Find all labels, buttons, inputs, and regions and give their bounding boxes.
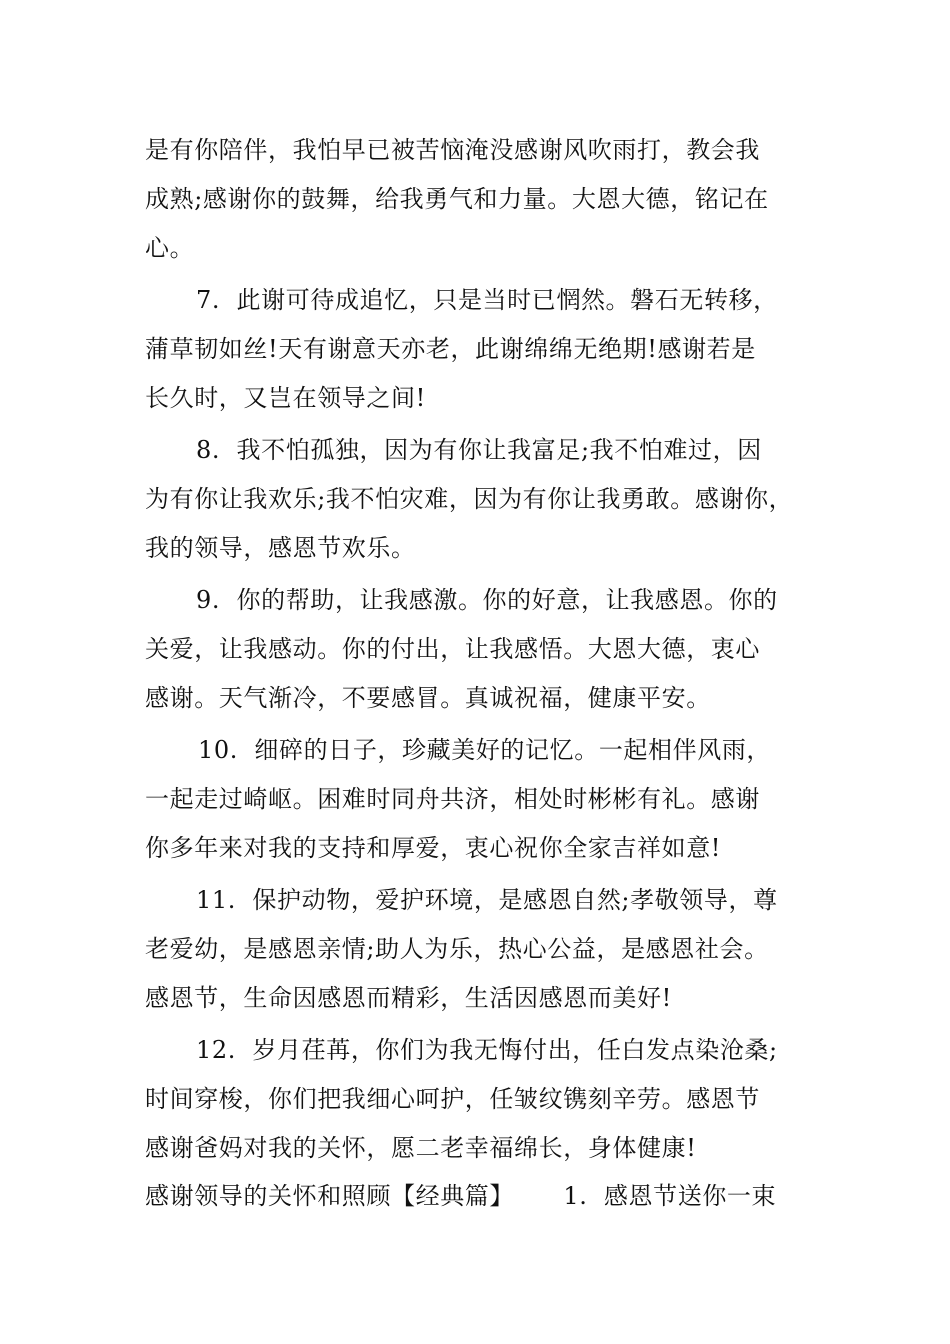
text-line: 时间穿梭，你们把我细心呵护，任皱纹镌刻辛劳。感恩节 <box>145 1085 760 1113</box>
text-line: 12. 岁月荏苒，你们为我无悔付出，任白发点染沧桑; <box>196 1036 778 1064</box>
text-line: 长久时，又岂在领导之间! <box>145 384 426 412</box>
text-line: 感谢爸妈对我的关怀，愿二老幸福绵长，身体健康! <box>145 1134 697 1162</box>
text-line: 8. 我不怕孤独，因为有你让我富足;我不怕难过，因 <box>196 436 762 464</box>
text-line: 我的领导，感恩节欢乐。 <box>145 534 416 562</box>
text-line: 是有你陪伴，我怕早已被苦恼淹没感谢风吹雨打，教会我 <box>145 136 760 164</box>
text-line: 7. 此谢可待成追忆，只是当时已惘然。磐石无转移， <box>196 286 778 314</box>
text-line: 感恩节，生命因感恩而精彩，生活因感恩而美好! <box>145 984 672 1012</box>
text-line: 一起走过崎岖。困难时同舟共济，相处时彬彬有礼。感谢 <box>145 785 760 813</box>
text-line: 10. 细碎的日子，珍藏美好的记忆。一起相伴风雨， <box>198 736 772 764</box>
text-line: 感谢。天气渐冷，不要感冒。真诚祝福，健康平安。 <box>145 684 711 712</box>
text-line: 关爱，让我感动。你的付出，让我感悟。大恩大德，衷心 <box>145 635 760 663</box>
text-line: 成熟;感谢你的鼓舞，给我勇气和力量。大恩大德，铭记在 <box>145 185 769 213</box>
text-line: 9. 你的帮助，让我感激。你的好意，让我感恩。你的 <box>196 586 778 614</box>
text-line: 老爱幼，是感恩亲情;助人为乐，热心公益，是感恩社会。 <box>145 935 769 963</box>
text-line: 11. 保护动物，爱护环境，是感恩自然;孝敬领导，尊 <box>196 886 778 914</box>
text-line: 感谢领导的关怀和照顾【经典篇】 1. 感恩节送你一束 <box>145 1182 777 1210</box>
text-line: 你多年来对我的支持和厚爱，衷心祝你全家吉祥如意! <box>145 834 722 862</box>
text-line: 蒲草韧如丝!天有谢意天亦老，此谢绵绵无绝期!感谢若是 <box>145 335 756 363</box>
text-line: 为有你让我欢乐;我不怕灾难，因为有你让我勇敢。感谢你， <box>145 485 794 513</box>
text-line: 心。 <box>145 234 195 262</box>
